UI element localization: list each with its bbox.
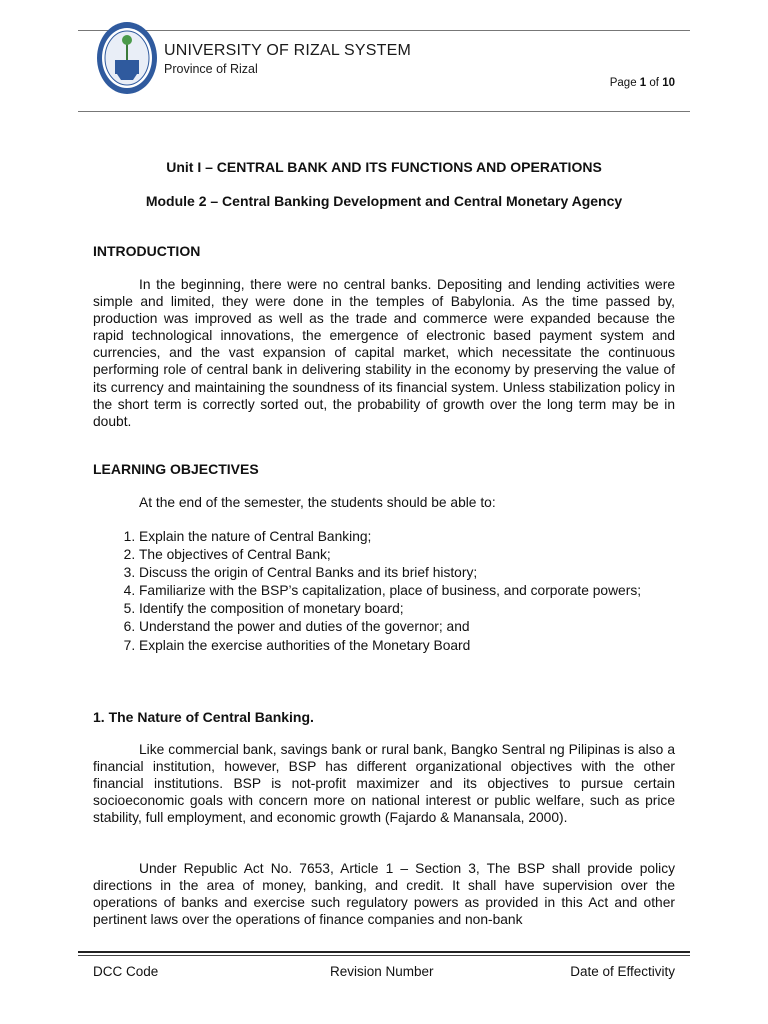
footer-revision-number: Revision Number xyxy=(330,964,434,979)
page-current: 1 xyxy=(639,77,647,89)
objective-item: 7. Explain the exercise authorities of the Monetary Board xyxy=(139,637,721,655)
objective-item: 5. Identify the composition of monetary board; xyxy=(139,600,721,618)
page-label: Page xyxy=(609,77,637,89)
section1-paragraph-1: Like commercial bank, savings bank or rural bank, Bangko Sentral ng Pilipinas is also a financial institution, however, BSP has different organizational objectives with the other financial institutions. BSP is not-profit maximizer and its objectives to pursue certain socioeconomic goals with concern more on national interest or public welfare, such as price stability, full employment, and economic growth (Fajardo & Manansala, 2000). xyxy=(93,742,675,826)
introduction-paragraph: In the beginning, there were no central banks. Depositing and lending activities were simple and limited, they were done in the temples of Babylonia. As the time passed by, production was improved as well as the trade and commerce were expanded because the rapid technological innovations, the emergence of electronic based payment system and currencies, and the vast expansion of capital market, which necessitate the continuous performing role of central bank in delivering stability in the economy by preserving the value of its currency and maintaining the soundness of its financial system. Unless stabilization policy in the short term is correctly sorted out, the probability of growth over the long term may be in doubt. xyxy=(93,277,675,429)
objective-item: 4. Familiarize with the BSP’s capitalization, place of business, and corporate powers; xyxy=(139,582,721,600)
header-bottom-rule xyxy=(78,111,690,112)
university-name: UNIVERSITY OF RIZAL SYSTEM xyxy=(164,42,412,59)
unit-title: Unit I – CENTRAL BANK AND ITS FUNCTIONS AND OPERATIONS xyxy=(166,159,602,175)
page-of: of xyxy=(649,77,659,89)
section1-heading: 1. The Nature of Central Banking. xyxy=(93,709,314,725)
objectives-list xyxy=(93,528,721,655)
objective-item: 1. Explain the nature of Central Banking; xyxy=(139,528,721,546)
module-title: Module 2 – Central Banking Development and Central Monetary Agency xyxy=(145,193,623,209)
footer-rule-thick xyxy=(78,951,690,953)
footer-rule-thin xyxy=(78,955,690,956)
objective-item: 2. The objectives of Central Bank; xyxy=(139,546,721,564)
introduction-heading: INTRODUCTION xyxy=(93,243,201,259)
section1-paragraph-2: Under Republic Act No. 7653, Article 1 – Section 3, The BSP shall provide policy directions in the area of money, banking, and credit. It shall have supervision over the operations of banks and exercise such regulatory powers as provided in this Act and other pertinent laws over the operations of finance companies and non-bank xyxy=(93,861,675,928)
university-seal-logo xyxy=(95,20,159,96)
footer-dcc-code: DCC Code xyxy=(93,964,159,979)
page-total: 10 xyxy=(662,77,675,89)
footer-date-of-effectivity: Date of Effectivity xyxy=(570,964,675,979)
province-name: Province of Rizal xyxy=(164,62,258,76)
objective-item: 6. Understand the power and duties of the governor; and xyxy=(139,618,721,636)
objectives-intro: At the end of the semester, the students should be able to: xyxy=(139,495,496,510)
objective-item: 3. Discuss the origin of Central Banks and its brief history; xyxy=(139,564,721,582)
objectives-heading: LEARNING OBJECTIVES xyxy=(93,461,259,477)
page-indicator xyxy=(610,77,675,89)
header-top-rule xyxy=(78,30,690,31)
